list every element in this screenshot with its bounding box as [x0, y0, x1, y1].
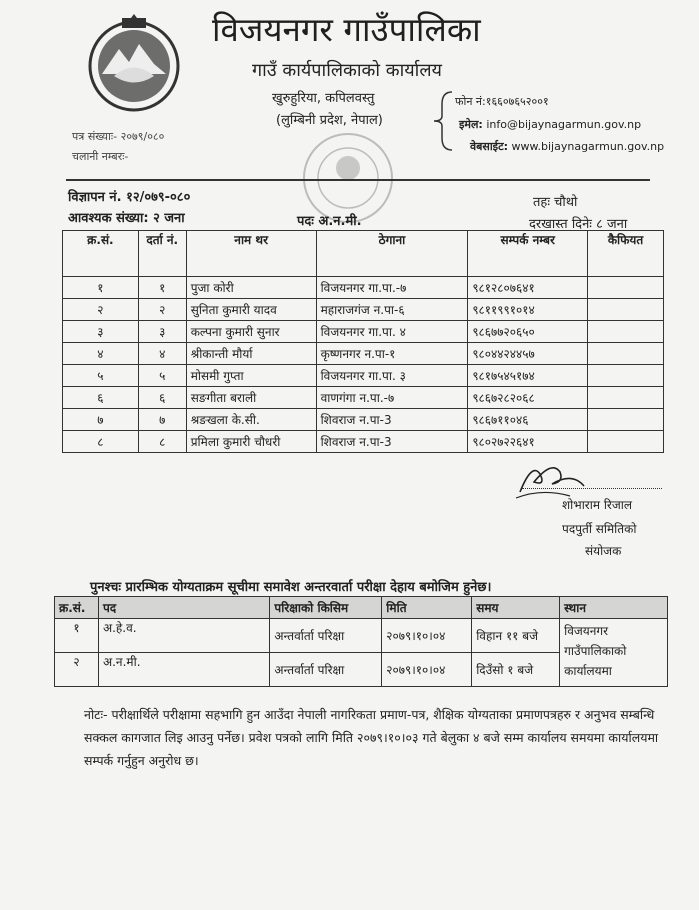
- cell-serial: ५: [63, 365, 139, 387]
- exam-col-venue: स्थान: [560, 597, 668, 619]
- exam-col-time: समय: [472, 597, 560, 619]
- phone-number: फोन नं:१६६०७६५२००१: [455, 95, 549, 108]
- cell-address: वाणगंगा न.पा.-७: [316, 387, 468, 409]
- cell-contact: ९८०२७२२६४१: [468, 431, 588, 453]
- cell-contact: ९८६७२८२०६८: [468, 387, 588, 409]
- exam-cell-time: विहान ११ बजे: [472, 619, 560, 653]
- exam-cell-type: अन्तर्वार्ता परिक्षा: [270, 619, 382, 653]
- cell-serial: ७: [63, 409, 139, 431]
- cell-address: विजयनगर गा.पा.-७: [316, 277, 468, 299]
- cell-serial: ६: [63, 387, 139, 409]
- table-row: [63, 321, 664, 343]
- table-row: [63, 431, 664, 453]
- cell-remarks: [588, 343, 664, 365]
- signature-line: [522, 488, 662, 489]
- vacancy-number: विज्ञापन नं. १२/०७९-०८०: [68, 190, 191, 205]
- address-line-1: खुरुहुरिया, कपिलवस्तु: [272, 91, 375, 106]
- venue-line-1: विजयनगर: [564, 624, 609, 638]
- cell-name: प्रमिला कुमारी चौधरी: [186, 431, 316, 453]
- cell-serial: ३: [63, 321, 139, 343]
- col-header-address: ठेगाना: [316, 231, 468, 277]
- exam-cell-serial: २: [55, 653, 99, 687]
- letter-reference-number: पत्र संख्याः- २०७९/०८०: [72, 130, 165, 143]
- cell-registration: ५: [138, 365, 186, 387]
- venue-line-3: कार्यालयमा: [564, 664, 612, 678]
- cell-serial: १: [63, 277, 139, 299]
- cell-name: मोसमी गुप्ता: [186, 365, 316, 387]
- cell-address: शिवराज न.पा-3: [316, 409, 468, 431]
- cell-contact: ९८०४४२४४५७: [468, 343, 588, 365]
- header-divider: [66, 179, 650, 181]
- exam-cell-time: दिउँसो १ बजे: [472, 653, 560, 687]
- municipality-title: विजयनगर गाउँपालिका: [212, 10, 481, 49]
- cell-registration: ६: [138, 387, 186, 409]
- exam-schedule-heading: पुनश्चः प्रारम्भिक योग्यताक्रम सूचीमा समावेश अन्तरवार्ता परीक्षा देहाय बमोजिम हुनेछ।: [90, 580, 492, 595]
- cell-address: विजयनगर गा.पा. ३: [316, 365, 468, 387]
- table-row: [63, 299, 664, 321]
- exam-cell-type: अन्तर्वार्ता परिक्षा: [270, 653, 382, 687]
- col-header-serial: क्र.सं.: [63, 231, 139, 277]
- cell-serial: ८: [63, 431, 139, 453]
- cell-contact: ९८१७५४५१७४: [468, 365, 588, 387]
- cell-remarks: [588, 365, 664, 387]
- exam-header-row: [55, 597, 668, 619]
- col-header-name: नाम थर: [186, 231, 316, 277]
- exam-col-type: परिक्षाको किसिम: [270, 597, 382, 619]
- dispatch-number: चलानी नम्बरः-: [72, 150, 129, 163]
- exam-cell-date: २०७९।१०।०४: [382, 619, 472, 653]
- cell-address: महाराजगंज न.पा-६: [316, 299, 468, 321]
- venue-line-2: गाउँपालिकाको: [564, 644, 627, 658]
- cell-registration: ८: [138, 431, 186, 453]
- cell-name: श्रङखला के.सी.: [186, 409, 316, 431]
- exam-cell-post: अ.न.मी.: [98, 653, 269, 687]
- email-line: [459, 117, 641, 132]
- table-row: [63, 365, 664, 387]
- exam-col-date: मिति: [382, 597, 472, 619]
- exam-schedule-table: [54, 596, 668, 687]
- table-row: [63, 277, 664, 299]
- cell-remarks: [588, 431, 664, 453]
- handwritten-signature: [512, 452, 592, 502]
- website-line: [470, 139, 664, 154]
- signatory-role-line-1: पदपुर्ती समितिको: [562, 522, 637, 536]
- application-count: दरखास्त दिनेः ८ जना: [529, 217, 628, 232]
- candidate-note: नोटः- परीक्षार्थिले परीक्षामा सहभागि हुन आउँदा नेपाली नागरिकता प्रमाण-पत्र, शैक्षिक योग्यताका प्रमाणपत्रहरु र अनुभव सम्बन्धि सक्कल कागजात लिइ आउनु पर्नेछ। प्रवेश पत्रको लागि मिति २०७९।१०।०३ गते बेलुका ४ बजे सम्म कार्यालय समयमा कार्यालयमा सम्पर्क गर्नुहुन अनुरोध छ।: [84, 707, 659, 768]
- cell-serial: २: [63, 299, 139, 321]
- table-row: [63, 387, 664, 409]
- cell-remarks: [588, 409, 664, 431]
- cell-contact: ९८६७११०४६: [468, 409, 588, 431]
- website-label: वेबसाईट:: [470, 140, 509, 153]
- table-row: [63, 343, 664, 365]
- cell-contact: ९८१२८०७६४१: [468, 277, 588, 299]
- exam-col-serial: क्र.सं.: [55, 597, 99, 619]
- col-header-registration: दर्ता नं.: [138, 231, 186, 277]
- cell-address: शिवराज न.पा-3: [316, 431, 468, 453]
- cell-registration: ७: [138, 409, 186, 431]
- col-header-remarks: कैफियत: [588, 231, 664, 277]
- contact-bracket-icon: [432, 90, 454, 152]
- exam-cell-post: अ.हे.व.: [98, 619, 269, 653]
- cell-remarks: [588, 321, 664, 343]
- cell-contact: ९८६७७२०६५०: [468, 321, 588, 343]
- cell-name: सङगीता बराली: [186, 387, 316, 409]
- website-link[interactable]: www.bijaynagarmun.gov.np: [511, 140, 665, 153]
- exam-cell-serial: १: [55, 619, 99, 653]
- col-header-contact: सम्पर्क नम्बर: [468, 231, 588, 277]
- cell-name: पुजा कोरी: [186, 277, 316, 299]
- applicants-table: [62, 230, 664, 453]
- cell-registration: १: [138, 277, 186, 299]
- required-count: आवश्यक संख्या: २ जना: [68, 211, 185, 226]
- office-subtitle: गाउँ कार्यपालिकाको कार्यालय: [252, 60, 442, 81]
- cell-serial: ४: [63, 343, 139, 365]
- exam-cell-venue: [560, 619, 668, 687]
- cell-registration: ३: [138, 321, 186, 343]
- cell-registration: २: [138, 299, 186, 321]
- signatory-role-line-2: संयोजक: [585, 544, 622, 558]
- cell-address: कृष्णनगर न.पा-१: [316, 343, 468, 365]
- table-row: [55, 619, 668, 653]
- cell-contact: ९८११९९१०१४: [468, 299, 588, 321]
- table-row: [63, 409, 664, 431]
- cell-name: श्रीकान्ती मौर्या: [186, 343, 316, 365]
- position-level: तहः चौथो: [533, 195, 578, 210]
- cell-remarks: [588, 299, 664, 321]
- address-line-2: (लुम्बिनी प्रदेश, नेपाल): [276, 113, 383, 128]
- government-emblem-logo: [84, 14, 184, 114]
- cell-name: कल्पना कुमारी सुनार: [186, 321, 316, 343]
- exam-cell-date: २०७९।१०।०४: [382, 653, 472, 687]
- cell-address: विजयनगर गा.पा. ४: [316, 321, 468, 343]
- signatory-name: शोभाराम रिजाल: [562, 498, 632, 512]
- cell-name: सुनिता कुमारी यादव: [186, 299, 316, 321]
- applicants-header-row: [63, 231, 664, 277]
- exam-col-post: पद: [98, 597, 269, 619]
- post-name: पदः अ.न.मी.: [297, 214, 362, 229]
- cell-registration: ४: [138, 343, 186, 365]
- email-link[interactable]: info@bijaynagarmun.gov.np: [486, 118, 642, 131]
- cell-remarks: [588, 277, 664, 299]
- email-label: इमेल:: [459, 118, 483, 131]
- cell-remarks: [588, 387, 664, 409]
